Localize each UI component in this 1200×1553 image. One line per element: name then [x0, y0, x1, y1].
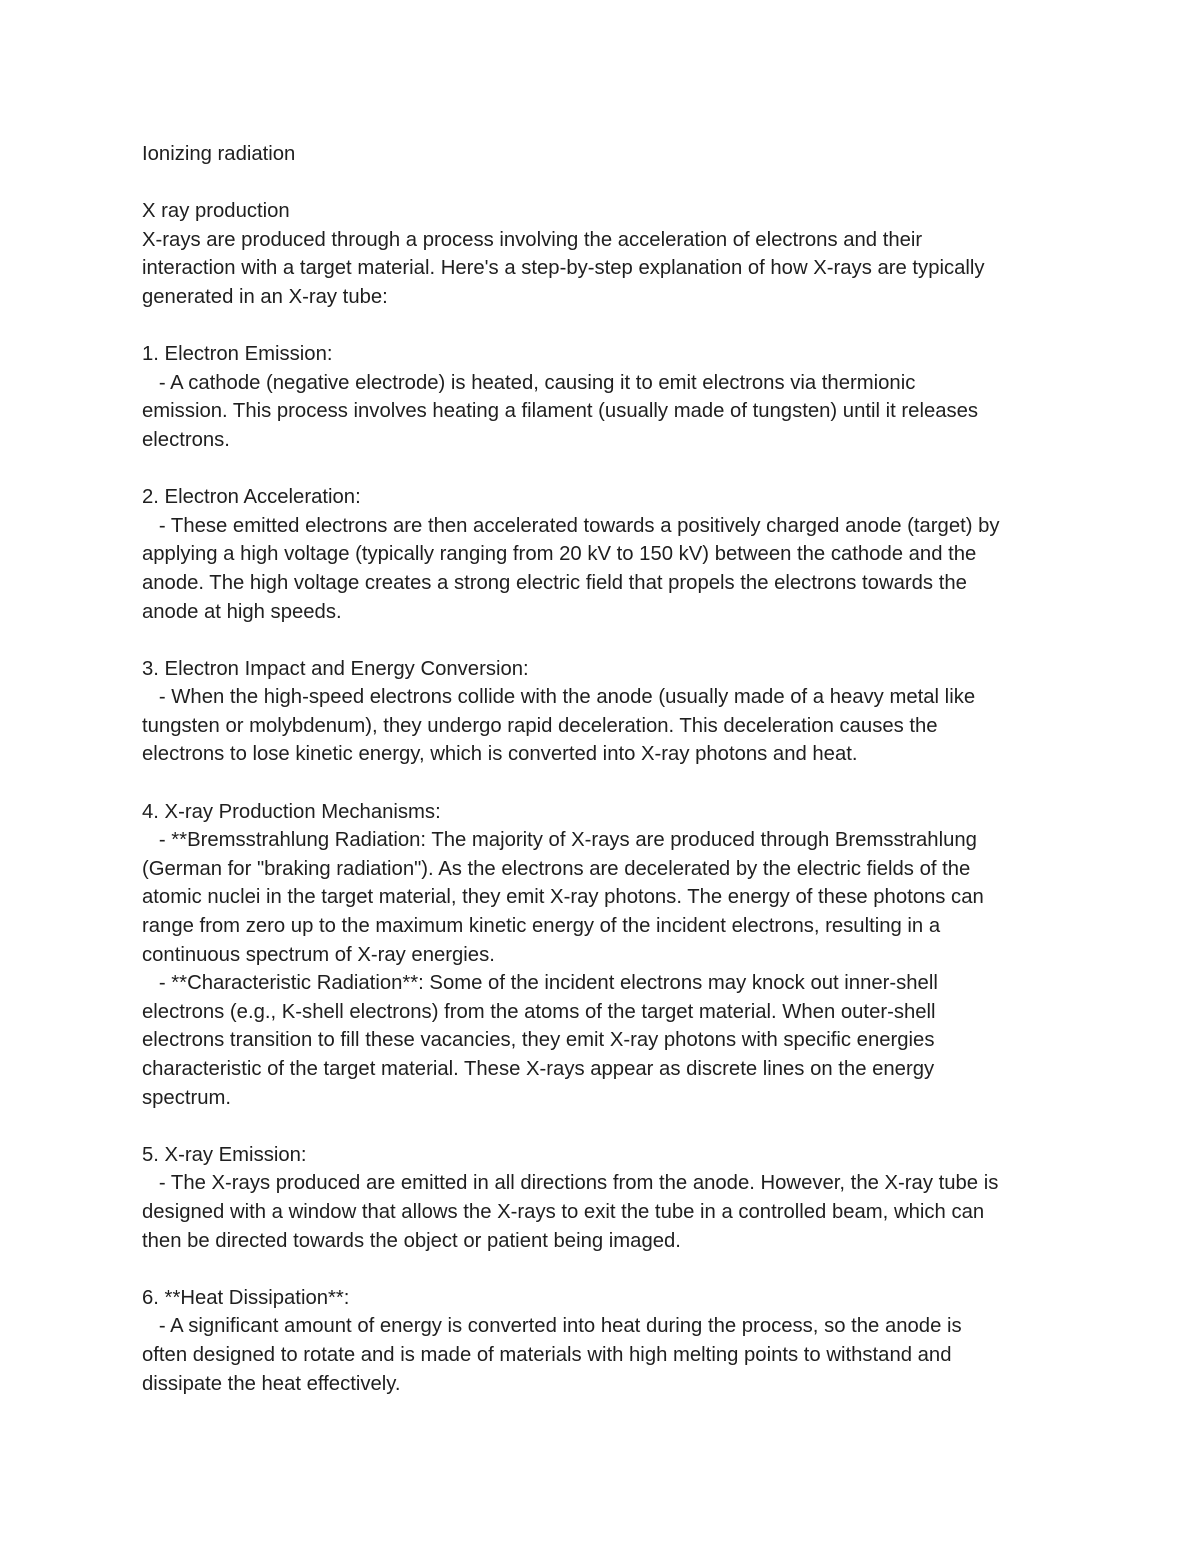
step-1: [142, 340, 1072, 454]
step-line: - When the high-speed electrons collide with the anode (usually made of a heavy metal like: [142, 686, 976, 709]
step-5: [142, 1141, 1072, 1255]
step-3: [142, 655, 1072, 769]
blank-line: [142, 1112, 1072, 1141]
step-line: - A significant amount of energy is converted into heat during the process, so the anode is: [142, 1315, 962, 1338]
step-6: [142, 1284, 1072, 1398]
intro-line: X-rays are produced through a process involving the acceleration of electrons and their: [142, 228, 923, 251]
intro-line: interaction with a target material. Here's a step-by-step explanation of how X-rays are typically: [142, 257, 985, 280]
step-line: tungsten or molybdenum), they undergo rapid deceleration. This deceleration causes the: [142, 714, 938, 737]
step-line: electrons.: [142, 428, 230, 451]
step-line: characteristic of the target material. These X-rays appear as discrete lines on the energy: [142, 1058, 935, 1080]
step-line: emission. This process involves heating a filament (usually made of tungsten) until it releases: [142, 400, 979, 423]
step-heading: 3. Electron Impact and Energy Conversion:: [142, 657, 529, 680]
step-line: - These emitted electrons are then accelerated towards a positively charged anode (target) by: [142, 514, 1000, 537]
step-heading: 2. Electron Acceleration:: [142, 486, 361, 509]
step-line: then be directed towards the object or patient being imaged.: [142, 1229, 681, 1252]
step-line: anode. The high voltage creates a strong electric field that propels the electrons towards the: [142, 571, 967, 594]
step-line: often designed to rotate and is made of materials with high melting points to withstand and: [142, 1343, 952, 1366]
step-4: [142, 798, 1072, 1113]
step-line: applying a high voltage (typically ranging from 20 kV to 150 kV) between the cathode and the: [142, 543, 977, 566]
step-line: - The X-rays produced are emitted in all directions from the anode. However, the X-ray tube is: [142, 1172, 999, 1195]
step-heading: 4. X-ray Production Mechanisms:: [142, 800, 441, 823]
step-2: [142, 483, 1072, 626]
step-heading: 5. X-ray Emission:: [142, 1143, 307, 1166]
step-line: (German for "braking radiation"). As the electrons are decelerated by the electric fields of the: [142, 857, 971, 880]
step-line: atomic nuclei in the target material, they emit X-ray photons. The energy of these photons can: [142, 886, 984, 909]
blank-line: [142, 626, 1072, 655]
blank-line: [142, 1255, 1072, 1284]
step-line: - **Characteristic Radiation**: Some of the incident electrons may knock out inner-shell: [142, 972, 938, 995]
blank-line: [142, 769, 1072, 798]
step-line: designed with a window that allows the X-rays to exit the tube in a controlled beam, which can: [142, 1200, 985, 1223]
step-line: - **Bremsstrahlung Radiation: The majority of X-rays are produced through Bremsstrahlung: [142, 829, 977, 852]
step-line: range from zero up to the maximum kinetic energy of the incident electrons, resulting in a: [142, 915, 941, 938]
section-heading: X ray production: [142, 200, 290, 223]
step-heading: 1. Electron Emission:: [142, 343, 333, 366]
step-line: - A cathode (negative electrode) is heated, causing it to emit electrons via thermionic: [142, 371, 916, 394]
blank-line: [142, 455, 1072, 484]
step-line: spectrum.: [142, 1086, 232, 1109]
blank-line: [142, 312, 1072, 341]
step-line: dissipate the heat effectively.: [142, 1372, 401, 1395]
document-title: Ionizing radiation: [142, 143, 296, 165]
step-heading: 6. **Heat Dissipation**:: [142, 1286, 350, 1309]
step-line: electrons to lose kinetic energy, which is converted into X-ray photons and heat.: [142, 743, 858, 766]
intro-line: generated in an X-ray tube:: [142, 285, 388, 308]
step-line: anode at high speeds.: [142, 600, 342, 623]
step-line: electrons (e.g., K-shell electrons) from the atoms of the target material. When outer-shell: [142, 1000, 936, 1023]
step-line: continuous spectrum of X-ray energies.: [142, 943, 495, 966]
document-body: [142, 140, 1072, 1398]
step-line: electrons transition to fill these vacancies, they emit X-ray photons with specific energies: [142, 1029, 935, 1052]
blank-line: [142, 169, 1072, 198]
